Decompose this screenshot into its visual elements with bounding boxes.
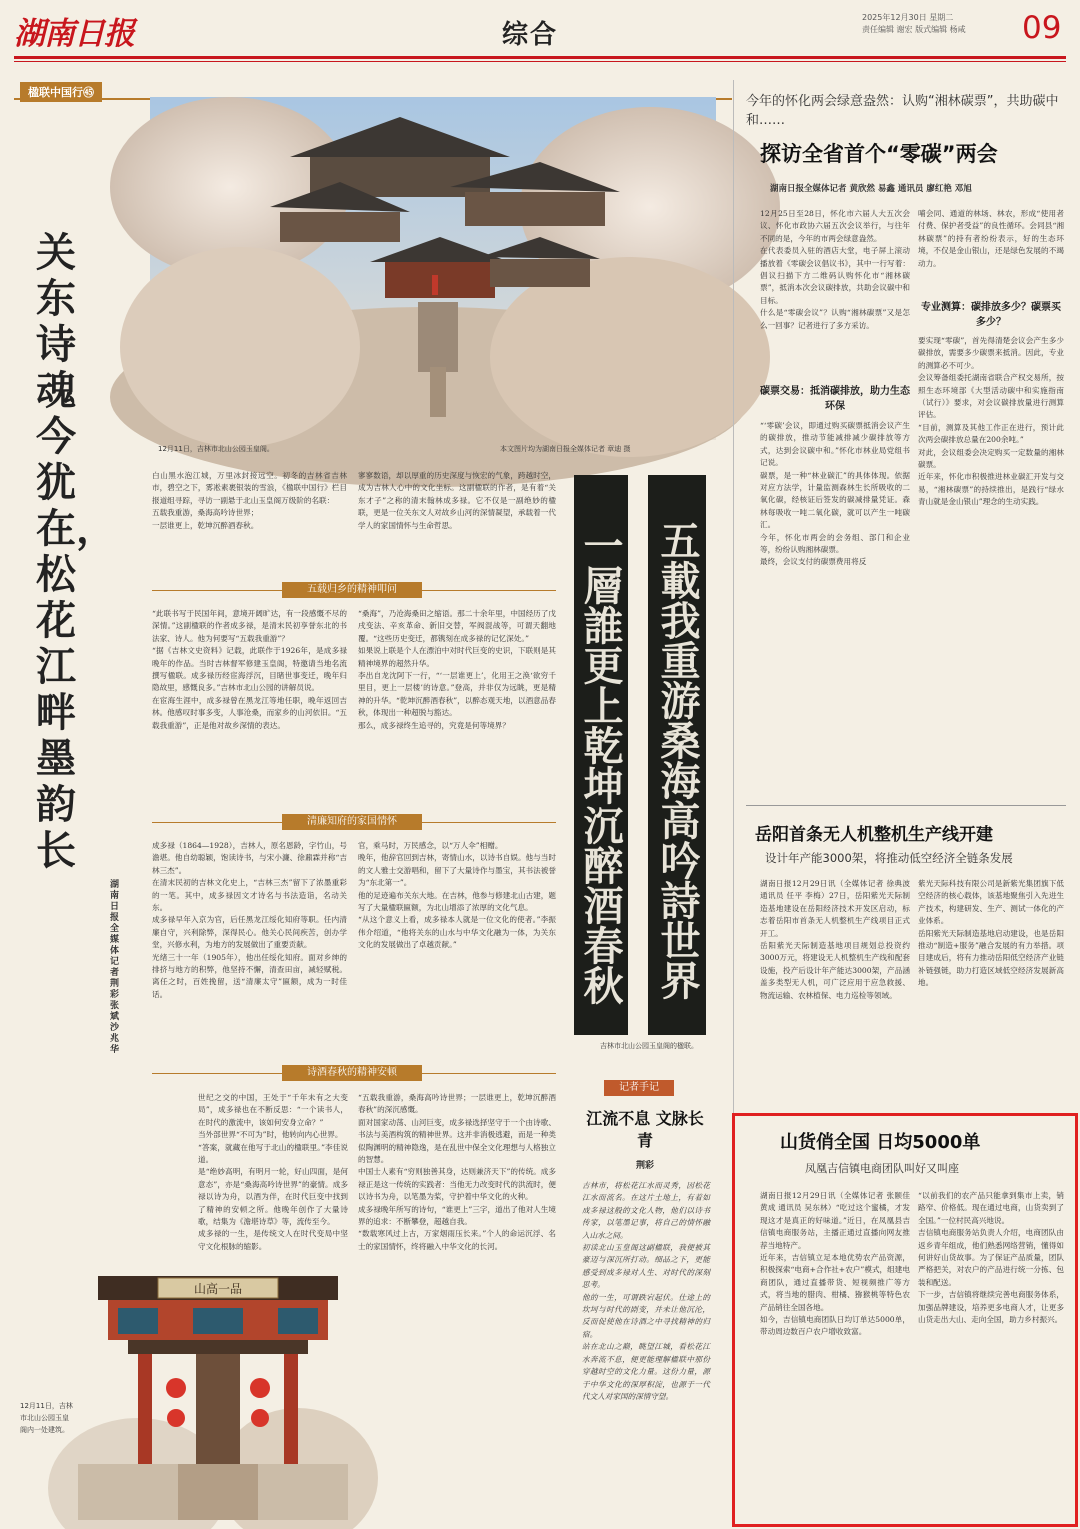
right-article-2-col1: 湖南日报12月29日讯（全媒体记者 徐典波 通讯员 任平 李梅）27日，岳阳紫光天际制造基地建设在岳阳经济技术开发区启动，标志着岳阳市首条无人机整机生产线项目正式开工。 岳阳紫光天际制造基地项目规划总投资约3000万元，将建设无人机整机生产线和配套设施，投产后设计年产能达3000架，产品涵盖多类型无人机，可广泛应用于应急救援、物流运输、农林植保、电力巡检等领域。: [760, 879, 910, 1000]
page-number: 09: [1022, 10, 1062, 46]
right-article-1-col1b: “‘零碳’会议，即通过购买碳票抵消会议产生的碳排放，推动节能减排减少碳排放等方式，达到会议碳中和。”怀化市林业局党组书记说。 碳票，是一种“林业碳汇”的具体体现。依据对应方法学，计量监测森林生长所吸收的二氧化碳，经核证后签发的碳减排量凭证。森林每吸收一吨二氧化碳，就可以产生一吨碳汇。 今年，怀化市两会的会务组、部门和企业等，纷纷认购湘林碳票。 最终，会议支付的碳票费用将反: [760, 421, 910, 567]
section1-col1: “此联书写于民国年间，意境开阔旷达，有一段感慨不尽的深情。”这副楹联的作者成多禄，是清末民初享誉东北的书法家、诗人。他为何要写“五载我重游”？ “据《吉林文史资料》记载，此联作于1926年，是成多禄晚年的作品。当时吉林督军修建玉皇阁，特邀请当地名流撰写楹联。成多禄历经宦海浮沉，目睹世事变迁，晚年归隐故里，感慨良多。”吉林市北山公园的讲解员说。 在宦海生涯中，成多禄曾在黑龙江等地任职，晚年返回吉林。他感叹时事多变，人事沧桑，而家乡的山河依旧。“五载我重游”，正是他对故乡深情的表达。: [152, 609, 347, 730]
right-article-2-title: 岳阳首条无人机整机生产线开建: [755, 825, 993, 845]
couplet-upper-scroll: [648, 475, 706, 1035]
section2-col2: 官，乘马时，万民感念，以“万人伞”相赠。 晚年，他辞官回到吉林，寄情山水，以诗书自娱。他与当时的文人雅士交游唱和，留下了大量诗作与墨宝，其书法被誉为“东北第一”。 他的足迹遍布关东大地。在吉林，他参与修建北山古建，题写了大量楹联匾额，为北山增添了浓厚的文化气息。 “从这个意义上看，成多禄本人就是一位文化的使者。”李振伟介绍道，“他将关东的山水与中华文化融为一体，为关东文化的发展做出了卓越贡献。”: [358, 841, 556, 950]
bottom-photo: [78, 1268, 348, 1520]
intro-right: 寥寥数语，却以厚重的历史深度与恢宏的气象，跨越时空，成为吉林人心中的文化坐标。这副楹联的作者，是有着“关东才子”之称的清末翰林成多禄。它不仅是一副绝妙的楹联，更是一位关东文人对故乡山河的深情凝望，承载着一代学人的家国情怀与生命哲思。: [358, 471, 556, 530]
gate-plaque-sign: 山高一品: [193, 1282, 243, 1296]
reporter-note-author: 荆彩: [635, 1161, 654, 1171]
section3-col1: 世纪之交的中国，王处于“千年未有之大变局”，成多禄也在不断反思：“一个读书人，在时代的激流中，该如何安身立命？” 当外部世界“不可为”时，他转向内心世界。 “答案，就藏在他写于北山的楹联里。”李佳说道。 是“绝妙高明，有明月一轮，好山四面，是何意态”，亦是“桑海高吟诗世界”的豪情。成多禄以诗为舟，以酒为伴，在时代巨变中找到了精神的安顿之所。他晚年创作了大量诗歌，结集为《澹堪诗草》等，流传至今。 成多禄的一生，是传统文人在时代变局中坚守文化根脉的缩影。: [198, 1093, 348, 1251]
right-article-1-byline: 湖南日报全媒体记者 黄欣然 易鑫 通讯员 廖红艳 邓旭: [770, 184, 972, 194]
right-article-2-col2: 紫光天际科技有限公司是新紫光集团旗下低空经济的核心载体，该基地聚焦引入先进生产技术，构建研发、生产、测试一体化的产业体系。 岳阳紫光天际制造基地启动建设，也是岳阳推动“制造+服务”融合发展的有力举措。项目建成后，将有力推动岳阳低空经济产业链补链强链，助力打造区域低空经济发展新高地。: [918, 879, 1064, 988]
section2-col1: 成多禄（1864—1928），吉林人，原名恩龄，字竹山，号澹堪。他自幼聪颖，饱读诗书，与宋小濂、徐鼐霖并称“吉林三杰”。 在清末民初的吉林文化史上，“吉林三杰”留下了浓墨重彩的一笔。其中，成多禄因文才诗名与书法造诣，名动关东。 成多禄早年入京为官，后任黑龙江绥化知府等职。任内清廉自守，兴利除弊，深得民心。他关心民间疾苦，创办学堂，兴修水利，为地方的发展做出了重要贡献。 光绪三十一年（1905年），他出任绥化知府。面对乡绅的排挤与地方的积弊，他坚持不懈，清查田亩，减轻赋税。离任之时，百姓挽留，送“清廉太守”匾额，成为一时佳话。: [152, 841, 347, 999]
subhead-1: 五载归乡的精神叩问: [282, 582, 422, 598]
couplet-caption: 吉林市北山公园玉皇阁的楹联。: [600, 1042, 698, 1050]
subhead-2: 清廉知府的家国情怀: [282, 814, 422, 830]
right-article-3-col2: “以前我们的农产品只能拿到集市上卖，销路窄、价格低。现在通过电商，山货卖到了全国。”一位村民高兴地说。 吉信镇电商服务站负责人介绍，电商团队由返乡青年组成，他们熟悉网络营销，懂得如何讲好山货故事。为了保证产品质量，团队严格把关，对农户的产品进行统一分拣、包装和配送。 下一步，吉信镇将继续完善电商服务体系，加强品牌建设，培养更多电商人才，让更多山货走出大山、走向全国，助力乡村振兴。: [918, 1191, 1064, 1325]
reporter-note-tag: 记者手记: [604, 1080, 674, 1096]
right-article-2-subtitle: 设计年产能3000架，将推动低空经济全链条发展: [765, 851, 1013, 865]
couplet-lower-text: 一層誰更上乾坤沉醉酒春秋: [577, 525, 624, 1005]
right-article-1-col2: 哺会同、通道的林场、林农，形成“使用者付费、保护者受益”的良性循环。会同县“湘林碳票”的持有者纷纷表示，好的生态环境，不仅是金山银山，还是绿色发展的不竭动力。: [918, 209, 1064, 268]
right-article-1-subhead-b: 专业测算：碳排放多少？碳票买多少？: [921, 302, 1061, 328]
main-photo-credit: 本文图片均为湖南日报全媒体记者 章迪 摄: [500, 445, 631, 453]
masthead: [0, 0, 1080, 58]
section1-col2: “桑海”，乃沧海桑田之缩语。那二十余年里，中国经历了戊戌变法、辛亥革命、新旧交替，军阀混战等，可谓天翻地覆。“这些历史变迁，都镌刻在成多禄的记忆深处。” 如果说上联是个人在漂泊中对时代巨变的史识，下联则是其精神境界的超然升华。 李出自龙沈阿下一行，“‘一层谁更上’，化用王之涣‘欲穷千里目，更上一层楼’的诗意。”登高，并非仅为远眺，更是精神的升华。“乾坤沉醉酒春秋”，以醉态观天地，以酒意品春秋，体现出一种超脱与豁达。 那么，成多禄终生追寻的，究竟是何等境界？: [358, 609, 556, 730]
main-photo: [150, 97, 716, 440]
right-article-1-subhead-a: 碳票交易：抵消碳排放，助力生态环保: [760, 386, 910, 412]
newspaper-logo: 湖南日报: [14, 16, 134, 52]
date-line: 2025年12月30日 星期二: [862, 13, 954, 22]
bottom-photo-caption: 12月11日，吉林市北山公园玉皇阁内一处建筑。: [20, 1402, 73, 1434]
temple-winter-photo: [150, 97, 716, 440]
intro-left: 白山黑水泡江城，万里冰封接远空。初冬的吉林省吉林市，碧空之下，雾凇素裹银装的雪浪，《楹联中国行》栏目报道组寻踪，寻访一副悬于北山玉皇阁万级阶的名联： 五载我重游，桑海高吟诗世界； 一层谁更上，乾坤沉醉酒春秋。: [152, 471, 347, 530]
right-article-3-title: 山货俏全国 日均5000单: [780, 1132, 981, 1153]
right-article-1-title: 探访全省首个“零碳”两会: [760, 142, 998, 166]
right-article-3-col1: 湖南日报12月29日讯（全媒体记者 张颐佳 黄成 通讯员 吴东林）“吃过这个蜜橘，才发现这才是真正的好味道。”近日，在凤凰县吉信镇电商服务站，主播正通过直播向网友推荐当地特产。 近年来，吉信镇立足本地优势农产品资源，积极探索“电商+合作社+农户”模式，组建电商团队，通过直播带货、短视频推广等方式，将当地的腊肉、柑橘、猕猴桃等特色农产品销往全国各地。 如今，吉信镇电商团队日均订单达5000单，带动周边数百户农户增收致富。: [760, 1191, 910, 1337]
right-article-1-rule: [746, 805, 1066, 806]
right-article-3-subtitle: 凤凰吉信镇电商团队叫好又叫座: [805, 1162, 959, 1175]
right-article-1-kicker: 今年的怀化两会绿意盎然：认购“湘林碳票”，共助碳中和……: [746, 94, 1059, 128]
masthead-rule-thin: [14, 61, 1066, 62]
section-title: 综合: [502, 20, 559, 50]
reporter-note-title: 江流不息 文脉长青: [586, 1109, 704, 1150]
editors-line: 责任编辑 谢宏 版式编辑 杨咸: [862, 25, 966, 34]
main-headline: 关东诗魂今犹在，松花江畔墨韵长: [36, 230, 116, 874]
main-byline: 湖南日报全媒体记者 荆彩 张斌 沙兆华: [110, 880, 120, 1055]
column-tag: 楹联中国行㊺: [20, 82, 102, 102]
main-photo-caption: 12月11日，吉林市北山公园玉皇阁。: [158, 445, 274, 453]
subhead-3: 诗酒春秋的精神安顿: [282, 1065, 422, 1081]
couplet-lower-scroll: [574, 475, 628, 1035]
masthead-info: [862, 12, 1012, 36]
temple-gate-photo: [78, 1268, 348, 1520]
right-article-1-col1: 12月25日至28日，怀化市六届人大五次会议、怀化市政协六届五次会议举行，与往年不同的是，今年的市两会绿意盎然。 在代表委员入驻的酒店大堂，电子屏上滚动播放着《零碳会议倡议书》，其中一行写着：倡议扫描下方二维码认购怀化市“湘林碳票”，抵消本次会议碳排放，共助会议碳中和目标。 什么是“零碳会议”？认购“湘林碳票”又是怎么一回事？记者进行了多方采访。: [760, 209, 910, 330]
right-article-1-col2b: 要实现“零碳”，首先得清楚会议会产生多少碳排放，需要多少碳票来抵消。因此，专业的测算必不可少。 会议筹备组委托湖南省联合产权交易所，按照生态环境部《大型活动碳中和实施指南（试行）》要求，对会议碳排放量进行测算评估。 “目前，测算及其他工作正在进行，预计此次两会碳排放总量在200余吨。” 对此，会议组委会决定购买一定数量的湘林碳票。 近年来，怀化市积极推进林业碳汇开发与交易，“湘林碳票”的持续推出，是践行“绿水青山就是金山银山”理念的生动实践。: [918, 336, 1064, 507]
couplet-upper-text: 五載我重游桑海高吟詩世界: [654, 520, 701, 1000]
reporter-note-body: 吉林市，将松花江水而灵秀，因松花江水而流名。在这片土地上，有着如成多禄这般的文化人物，他们以诗书传家，以笔墨记事，将自己的情怀融入山水之间。 初读北山玉皇阁这副楹联，我便被其豪迈与深沉所打动。细品之下，更能感受到成多禄对人生、对时代的深刻思考。 他的一生，可谓跌宕起伏。仕途上的坎坷与时代的剧变，并未让他沉沦，反而促使他在诗酒之中寻找精神的归宿。 站在北山之巅，眺望江城，看松花江水奔流不息，便更能理解楹联中那份穿越时空的文化力量。这份力量，源于中华文化的深厚积淀，也源于一代代文人对家国的深情守望。: [582, 1181, 710, 1401]
masthead-rule: [14, 56, 1066, 59]
section3-col2: “五载我重游，桑海高吟诗世界；一层谁更上，乾坤沉醉酒春秋”的深沉感慨。 面对国家动荡、山河巨变，成多禄选择坚守于一个由诗歌、书法与美酒构筑的精神世界。这并非消极逃避，而是一种类似陶渊明的精神隐逸，是在乱世中保全文化理想与人格独立的智慧。 中国士人素有“穷则独善其身，达则兼济天下”的传统。成多禄正是这一传统的实践者：当他无力改变时代的洪流时，便以诗书为舟，以笔墨为桨，守护着中华文化的火种。 成多禄晚年所写的诗句，“谁更上”三字，道出了他对人生境界的追求：不断攀登，超越自我。 “数载寒风过上古，万家烟雨压长来。”个人的命运沉浮、名士的家国情怀，终将融入中华文化的长河。: [358, 1093, 556, 1251]
